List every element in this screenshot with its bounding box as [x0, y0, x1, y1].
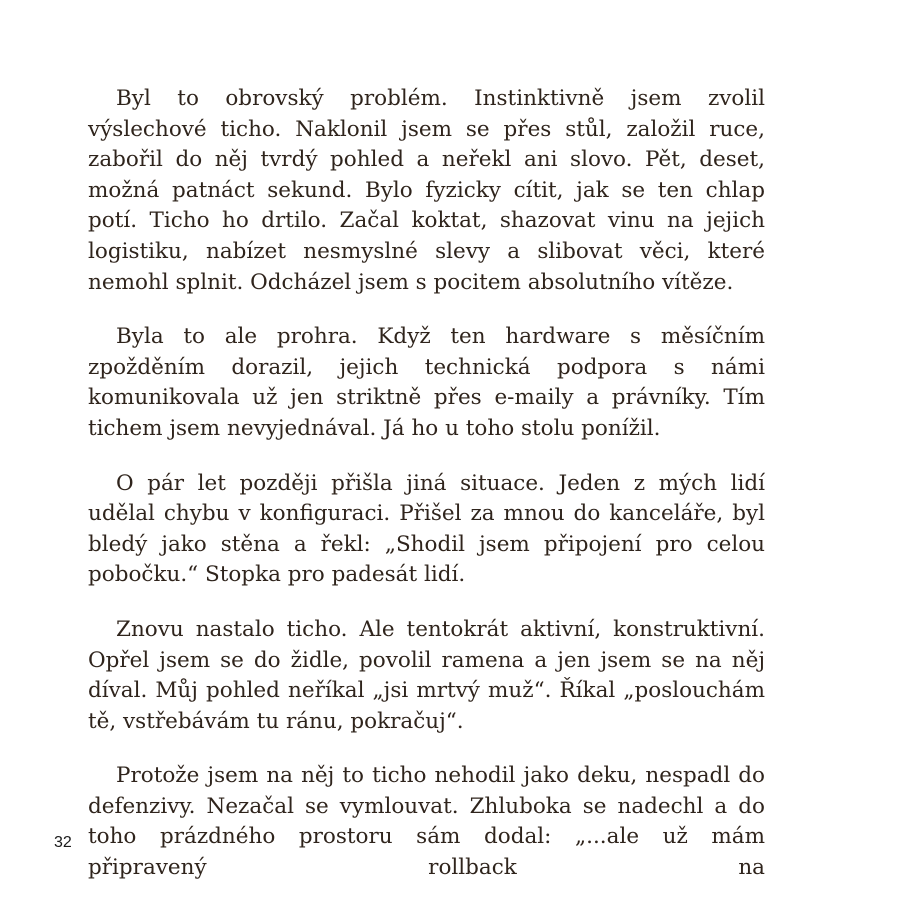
paragraph-3: O pár let později přišla jiná situace. Jeden z mých lidí udělal chybu v konfiguraci. Přišel za mnou do kanceláře, byl bledý jako stěna a řekl: „Shodil jsem připojení pro celou pobočku.“ Stopka pro padesát lidí.	[88, 470, 765, 588]
page-number: 32	[54, 834, 72, 851]
paragraph-1: Byl to obrovský problém. Instinktivně jsem zvolil výslechové ticho. Naklonil jsem se přes stůl, založil ruce, zabořil do něj tvrdý pohled a neřekl ani slovo. Pět, deset, možná patnáct sekund. Bylo fyzicky cítit, jak se ten chlap potí. Ticho ho drtilo. Začal koktat, shazovat vinu na jejich logistiku, nabízet nesmyslné slevy a slibovat věci, které nemohl splnit. Odcházel jsem s pocitem absolutního vítěze.	[88, 86, 765, 295]
paragraph-4: Znovu nastalo ticho. Ale tentokrát aktivní, konstruktivní. Opřel jsem se do židle, povolil ramena a jen jsem se na něj díval. Můj pohled neříkal „jsi mrtvý muž“. Říkal „poslouchám tě, vstřebávám tu ránu, pokračuj“.	[88, 616, 765, 734]
paragraph-2: Byla to ale prohra. Když ten hardware s měsíčním zpožděním dorazil, jejich technická podpora s námi komunikovala už jen striktně přes e-maily a právníky. Tím tichem jsem nevyjednával. Já ho u toho stolu ponížil.	[88, 324, 765, 441]
body-text	[88, 84, 765, 908]
paragraph-5: Protože jsem na něj to ticho nehodil jako deku, nespadl do defenzivy. Nezačal se vymlouvat. Zhluboka se nadechl a do toho prázdného prostoru sám dodal: „...ale už mám připravený rollback na	[88, 763, 765, 881]
